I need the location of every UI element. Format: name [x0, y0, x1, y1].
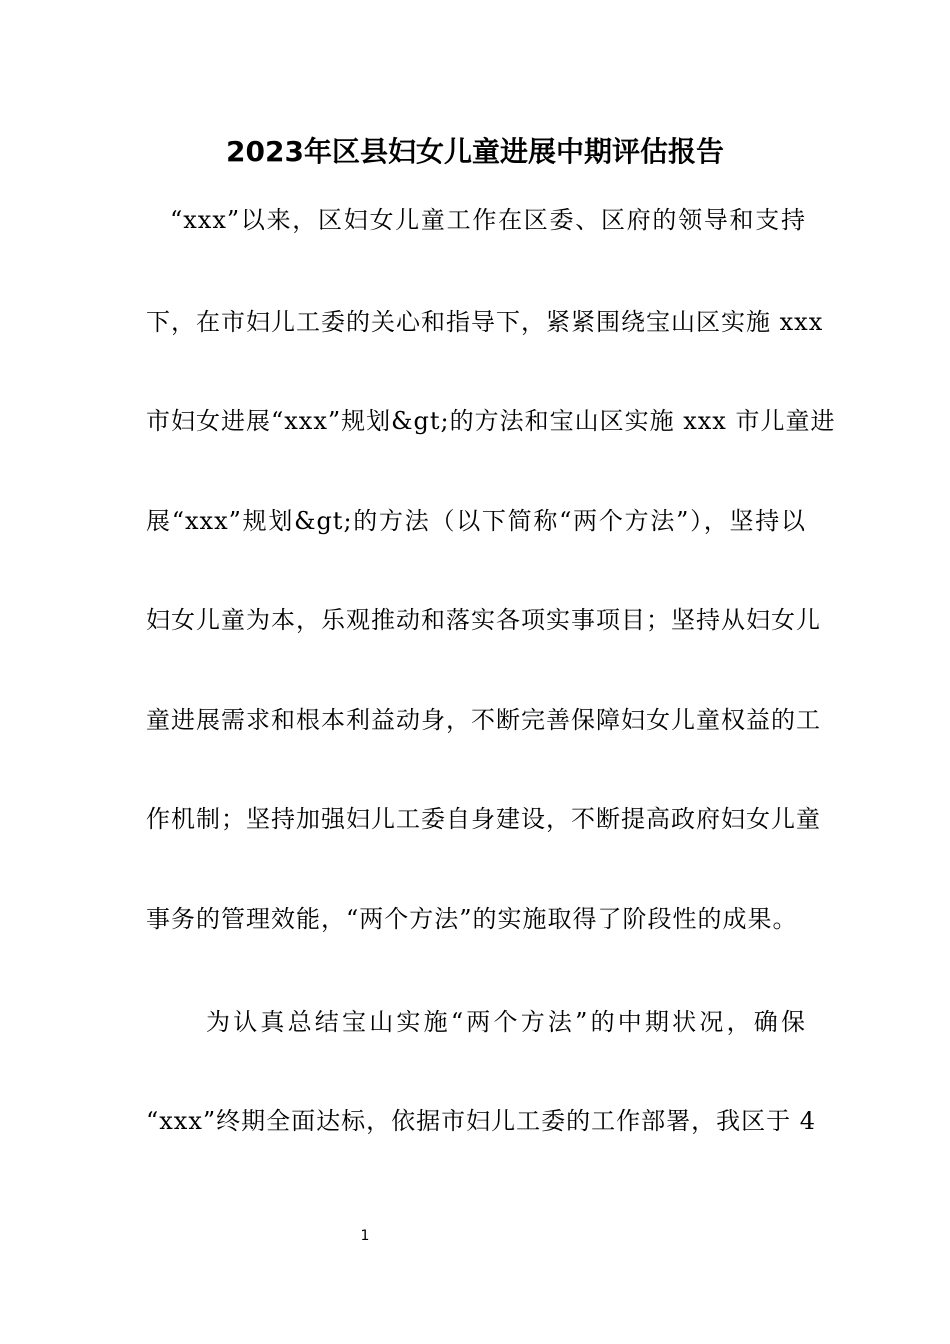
document-title: 2023年区县妇女儿童进展中期评估报告: [226, 135, 724, 168]
paragraph-line: 为认真总结宝山实施“两个方法”的中期状况，确保: [206, 1008, 806, 1036]
paragraph-line: 市妇女进展“xxx”规划&gt;的方法和宝山区实施 xxx 市儿童进: [146, 407, 836, 435]
paragraph-line: 下，在市妇儿工委的关心和指导下，紧紧围绕宝山区实施 xxx: [146, 308, 824, 336]
paragraph-line: 妇女儿童为本，乐观推动和落实各项实事项目；坚持从妇女儿: [146, 606, 821, 634]
paragraph-line: “xxx”终期全面达标，依据市妇儿工委的工作部署，我区于 4: [146, 1107, 817, 1135]
paragraph-line: 展“xxx”规划&gt;的方法（以下简称“两个方法”），坚持以: [146, 507, 806, 535]
paragraph-line: 事务的管理效能，“两个方法”的实施取得了阶段性的成果。: [146, 905, 798, 933]
page-number: 1: [360, 1228, 370, 1244]
paragraph-line: 作机制；坚持加强妇儿工委自身建设，不断提高政府妇女儿童: [146, 805, 821, 833]
paragraph-line: “xxx”以来，区妇女儿童工作在区委、区府的领导和支持: [170, 206, 806, 234]
paragraph-line: 童进展需求和根本利益动身，不断完善保障妇女儿童权益的工: [146, 706, 821, 734]
